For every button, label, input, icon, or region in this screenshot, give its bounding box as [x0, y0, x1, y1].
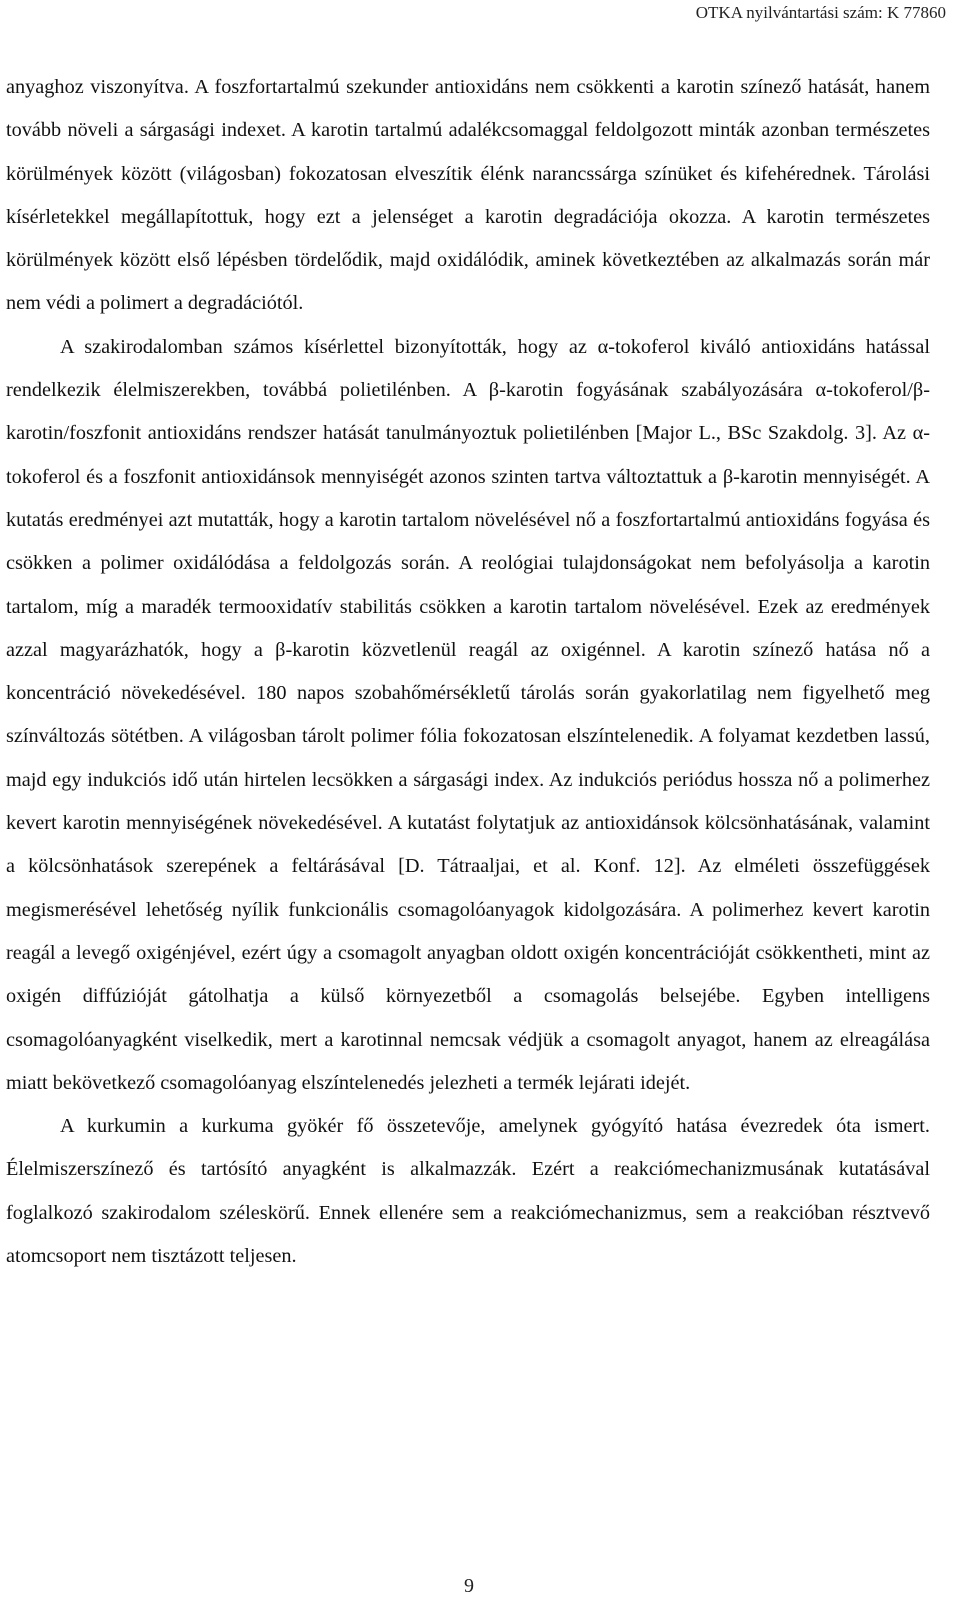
page-number: 9 — [464, 1575, 474, 1597]
paragraph-curcumin: A kurkumin a kurkuma gyökér fő összetevője, amelynek gyógyító hatása évezredek óta ismert. Élelmiszerszínező és tartósító anyagként is alkalmazzák. Ezért a reakciómechanizmusának kutatásával foglalkozó szakirodalom széleskörű. Ennek ellenére sem a reakciómechanizmus, sem a reakcióban résztvevő atomcsoport nem tisztázott teljesen. — [6, 1115, 930, 1268]
page-header — [696, 2, 946, 24]
paragraph-tocopherol-carotene: A szakirodalomban számos kísérlettel bizonyították, hogy az α-tokoferol kiváló antioxidáns hatással rendelkezik élelmiszerekben, továbbá polietilénben. A β-karotin fogyásának szabályozására α-tokoferol/β-karotin/foszfonit antioxidáns rendszer hatását tanulmányoztuk polietilénben [Major L., BSc Szakdolg. 3]. Az α-tokoferol és a foszfonit antioxidánsok mennyiségét azonos szinten tartva változtattuk a β-karotin mennyiségét. A kutatás eredményei azt mutatták, hogy a karotin tartalom növelésével nő a foszfortartalmú antioxidáns fogyása és csökken a polimer oxidálódása a feldolgozás során. A reológiai tulajdonságokat nem befolyásolja a karotin tartalom, míg a maradék termooxidatív stabilitás csökken a karotin tartalom növelésével. Ezek az eredmények azzal magyarázhatók, hogy a β-karotin közvetlenül reagál az oxigénnel. A karotin színező hatása nő a koncentráció növekedésével. 180 napos szobahőmérsékletű tárolás során gyakorlatilag nem figyelhető meg színváltozás sötétben. A világosban tárolt polimer fólia fokozatosan elszíntelenedik. A folyamat kezdetben lassú, majd egy indukciós idő után hirtelen lecsökken a sárgasági index. Az indukciós periódus hossza nő a polimerhez kevert karotin mennyiségének növekedésével. A kutatást folytatjuk az antioxidánsok kölcsönhatásának, valamint a kölcsönhatások szerepének a feltárásával [D. Tátraaljai, et al. Konf. 12]. Az elméleti összefüggések megismerésével lehetőség nyílik funkcionális csomagolóanyagok kidolgozására. A polimerhez kevert karotin reagál a levegő oxigénjével, ezért úgy a csomagolt anyagban oldott oxigén koncentrációját csökkentheti, mint az oxigén diffúzióját gátolhatja a külső környezetből a csomagolás belsejébe. Egyben intelligens csomagolóanyagként viselkedik, mert a karotinnal nemcsak védjük a csomagolt anyagot, hanem az elreagálása miatt bekövetkező csomagolóanyag elszíntelenedés jelezheti a termék lejárati idejét. — [6, 335, 930, 1094]
body-text — [6, 66, 930, 1278]
paragraph-continuation: anyaghoz viszonyítva. A foszfortartalmú szekunder antioxidáns nem csökkenti a karotin színező hatását, hanem tovább növeli a sárgasági indexet. A karotin tartalmú adalékcsomaggal feldolgozott minták azonban természetes körülmények között (világosban) fokozatosan elveszítik élénk narancssárga színüket és kifehérednek. Tárolási kísérletekkel megállapítottuk, hogy ezt a jelenséget a karotin degradációja okozza. A karotin természetes körülmények között első lépésben tördelődik, majd oxidálódik, aminek következtében az alkalmazás során már nem védi a polimert a degradációtól. — [6, 76, 930, 315]
registry-number-label: OTKA nyilvántartási szám: K 77860 — [695, 3, 946, 22]
